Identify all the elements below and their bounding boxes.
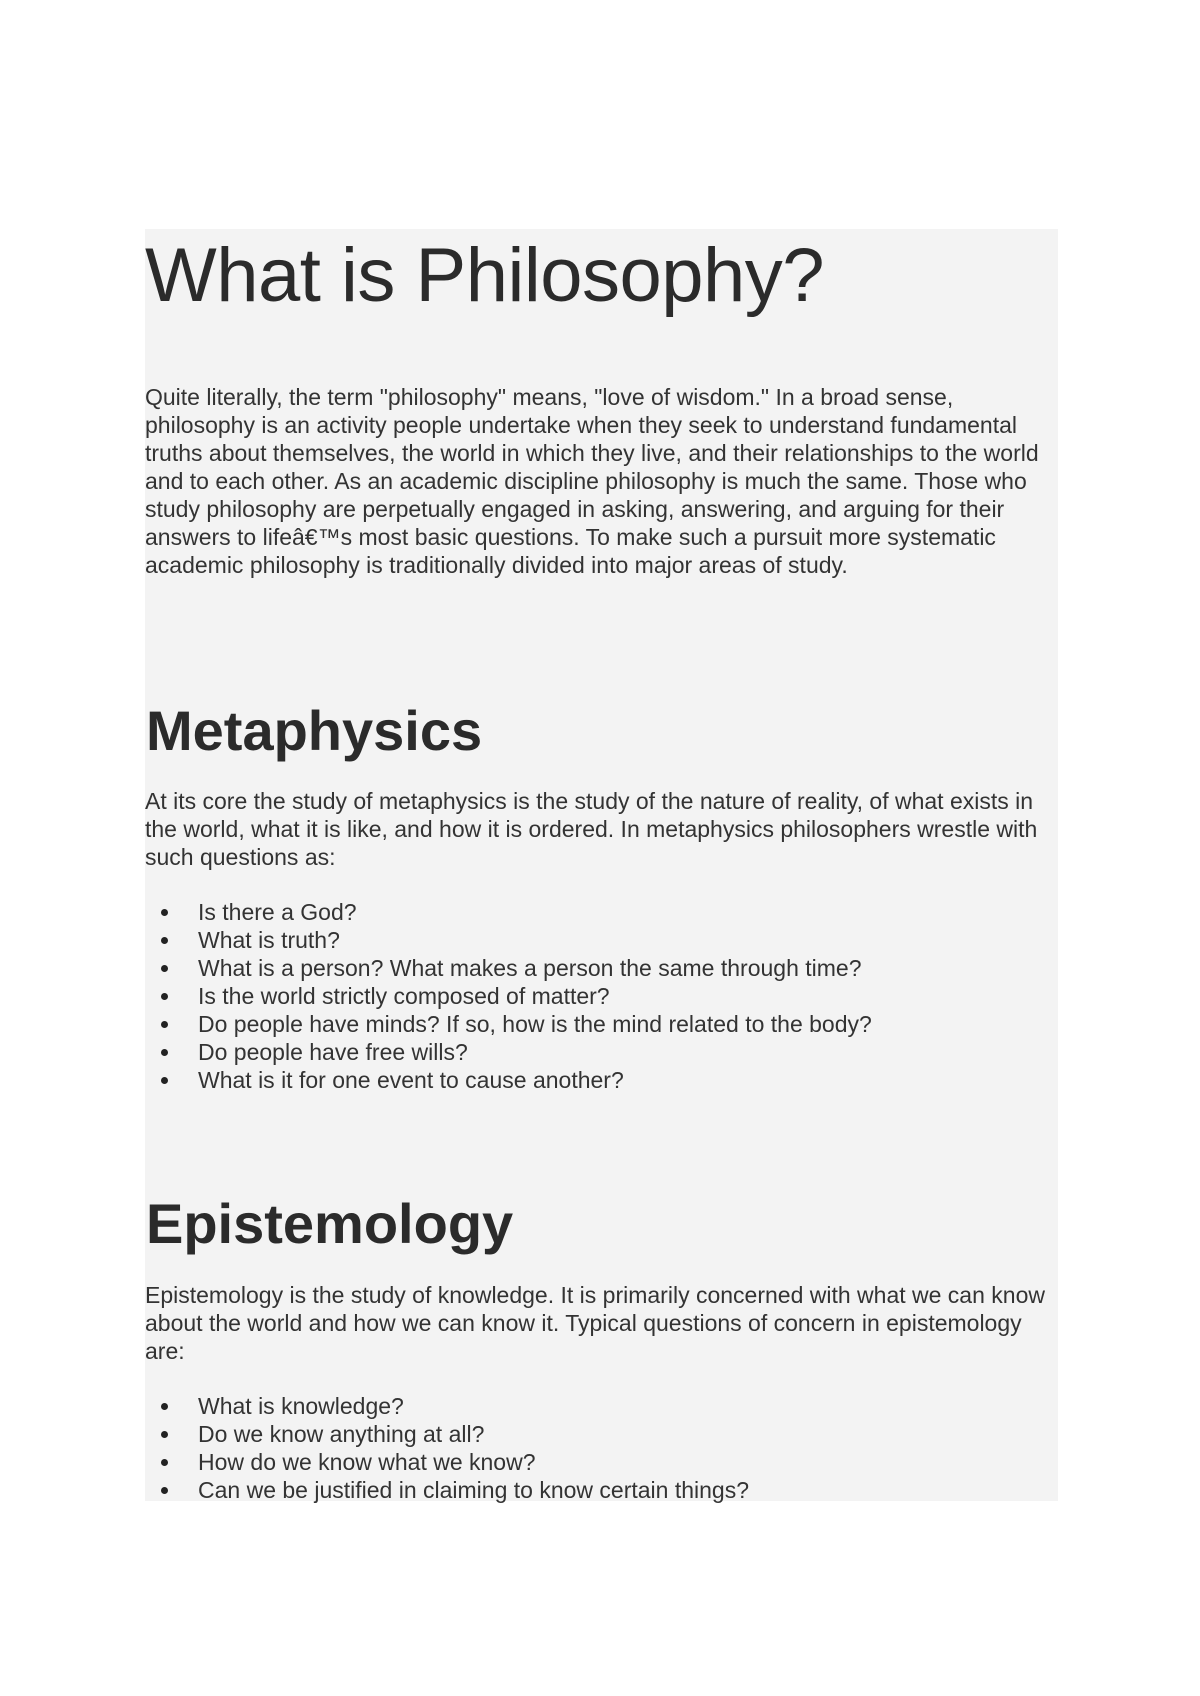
epistemology-paragraph: Epistemology is the study of knowledge. It is primarily concerned with what we can know about the world and how we can know it. Typical questions of concern in epistemology are:	[145, 1282, 1045, 1364]
list-item	[145, 1476, 1058, 1504]
metaphysics-paragraph: At its core the study of metaphysics is the study of the nature of reality, of what exists in the world, what it is like, and how it is ordered. In metaphysics philosophers wrestle with such questions as:	[145, 788, 1038, 870]
list-item	[145, 1066, 1058, 1094]
bullet-icon	[161, 1431, 168, 1438]
bullet-icon	[161, 1021, 168, 1028]
question-text: What is truth?	[198, 927, 340, 953]
metaphysics-question-list	[145, 898, 1058, 1094]
question-text: Is the world strictly composed of matter?	[198, 983, 610, 1009]
question-text: Is there a God?	[198, 899, 357, 925]
bullet-icon	[161, 909, 168, 916]
page-title: What is Philosophy?	[145, 233, 825, 318]
list-item	[145, 1448, 1058, 1476]
bullet-icon	[161, 1459, 168, 1466]
bullet-icon	[161, 1049, 168, 1056]
question-text: How do we know what we know?	[198, 1449, 536, 1475]
epistemology-question-list	[145, 1392, 1058, 1504]
question-text: What is it for one event to cause another?	[198, 1067, 624, 1093]
section-heading-metaphysics: Metaphysics	[146, 699, 483, 762]
section-heading-epistemology: Epistemology	[146, 1192, 514, 1255]
bullet-icon	[161, 965, 168, 972]
list-item	[145, 898, 1058, 926]
intro-paragraph: Quite literally, the term "philosophy" means, "love of wisdom." In a broad sense, philosophy is an activity people undertake when they seek to understand fundamental truths about themselves, the world in which they live, and their relationships to the world and to each other. As an academic discipline philosophy is much the same. Those who study philosophy are perpetually engaged in asking, answering, and arguing for their answers to lifeâ€™s most basic questions. To make such a pursuit more systematic academic philosophy is traditionally divided into major areas of study.	[145, 384, 1039, 578]
bullet-icon	[161, 1487, 168, 1494]
question-text: Can we be justified in claiming to know certain things?	[198, 1477, 750, 1503]
bullet-icon	[161, 937, 168, 944]
list-item	[145, 1038, 1058, 1066]
bullet-icon	[161, 993, 168, 1000]
list-item	[145, 954, 1058, 982]
question-text: Do we know anything at all?	[198, 1421, 485, 1447]
question-text: What is a person? What makes a person the same through time?	[198, 955, 862, 981]
bullet-icon	[161, 1077, 168, 1084]
question-text: What is knowledge?	[198, 1393, 404, 1419]
list-item	[145, 1010, 1058, 1038]
list-item	[145, 982, 1058, 1010]
list-item	[145, 1392, 1058, 1420]
bullet-icon	[161, 1403, 168, 1410]
question-text: Do people have free wills?	[198, 1039, 468, 1065]
list-item	[145, 926, 1058, 954]
list-item	[145, 1420, 1058, 1448]
question-text: Do people have minds? If so, how is the mind related to the body?	[198, 1011, 872, 1037]
